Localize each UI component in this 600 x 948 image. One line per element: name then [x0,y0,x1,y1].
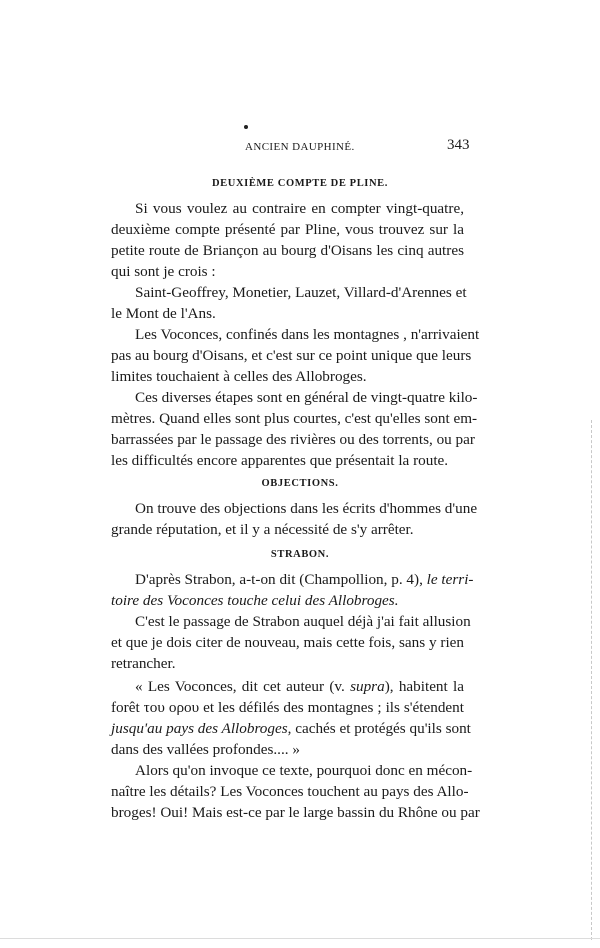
section-heading-objections: OBJECTIONS. [261,478,339,489]
text-line: forêt του ορου et les défilés des montagnes ; ils s'étendent [111,699,464,716]
text-line: qui sont je crois : [111,263,216,280]
text-span: « Les Voconces, dit cet auteur (v. [135,678,351,695]
section-heading-deuxieme-compte: DEUXIÈME COMPTE DE PLINE. [211,178,388,189]
text-line: toire des Voconces touche celui des Allobroges. [111,592,399,609]
text-line: pas au bourg d'Oisans, et c'est sur ce point unique que leurs [111,347,472,364]
text-line: petite route de Briançon au bourg d'Oisans les cinq autres [111,242,464,259]
text-line: broges! Oui! Mais est-ce par le large bassin du Rhône ou par [111,804,480,821]
page-number: 343 [447,137,470,153]
text-line: On trouve des objections dans les écrits d'hommes d'une [135,500,478,517]
running-head: ANCIEN DAUPHINÉ. [245,141,355,153]
text-line: Les Voconces, confinés dans les montagnes , n'arrivaient [135,326,480,343]
text-line [135,569,474,590]
italic-span: jusqu'au pays des Allobroges [111,720,288,737]
text-line: deuxième compte présenté par Pline, vous trouvez sur la [111,221,464,238]
italic-span: supra [350,678,385,695]
italic-span: le terri- [426,571,474,588]
text-line: dans des vallées profondes.... » [111,741,300,758]
scan-bottom-edge [0,938,600,939]
section-heading-strabon: STRABON. [270,549,330,560]
text-line: et que je dois citer de nouveau, mais cette fois, sans y rien [111,634,464,651]
text-line: Saint-Geoffrey, Monetier, Lauzet, Villard-d'Arennes et [135,284,467,301]
text-line: grande réputation, et il y a nécessité de s'y arrêter. [111,521,414,538]
text-span: , cachés et protégés qu'ils sont [287,720,471,737]
text-span: ), habitent la [384,678,464,695]
text-line: Alors qu'on invoque ce texte, pourquoi donc en mécon- [135,762,473,779]
text-line: retrancher. [111,655,176,672]
text-span: D'après Strabon, a-t-on dit (Champollion, p. 4), [135,571,427,588]
text-line: limites touchaient à celles des Allobroges. [111,368,367,385]
ink-dot [244,125,248,129]
text-line: mètres. Quand elles sont plus courtes, c'est qu'elles sont em- [111,410,478,427]
text-line: Ces diverses étapes sont en général de vingt-quatre kilo- [135,389,478,406]
text-line: C'est le passage de Strabon auquel déjà j'ai fait allusion [135,613,471,630]
text-line: le Mont de l'Ans. [111,305,216,322]
text-line [111,718,471,739]
text-line: Si vous voulez au contraire en compter vingt-quatre, [135,200,464,217]
text-line [135,676,464,697]
text-line: les difficultés encore apparentes que présentait la route. [111,452,449,469]
scan-edge-marks [591,420,594,940]
text-line: naître les détails? Les Voconces touchent au pays des Allo- [111,783,469,800]
text-line: barrassées par le passage des rivières ou des torrents, ou par [111,431,475,448]
